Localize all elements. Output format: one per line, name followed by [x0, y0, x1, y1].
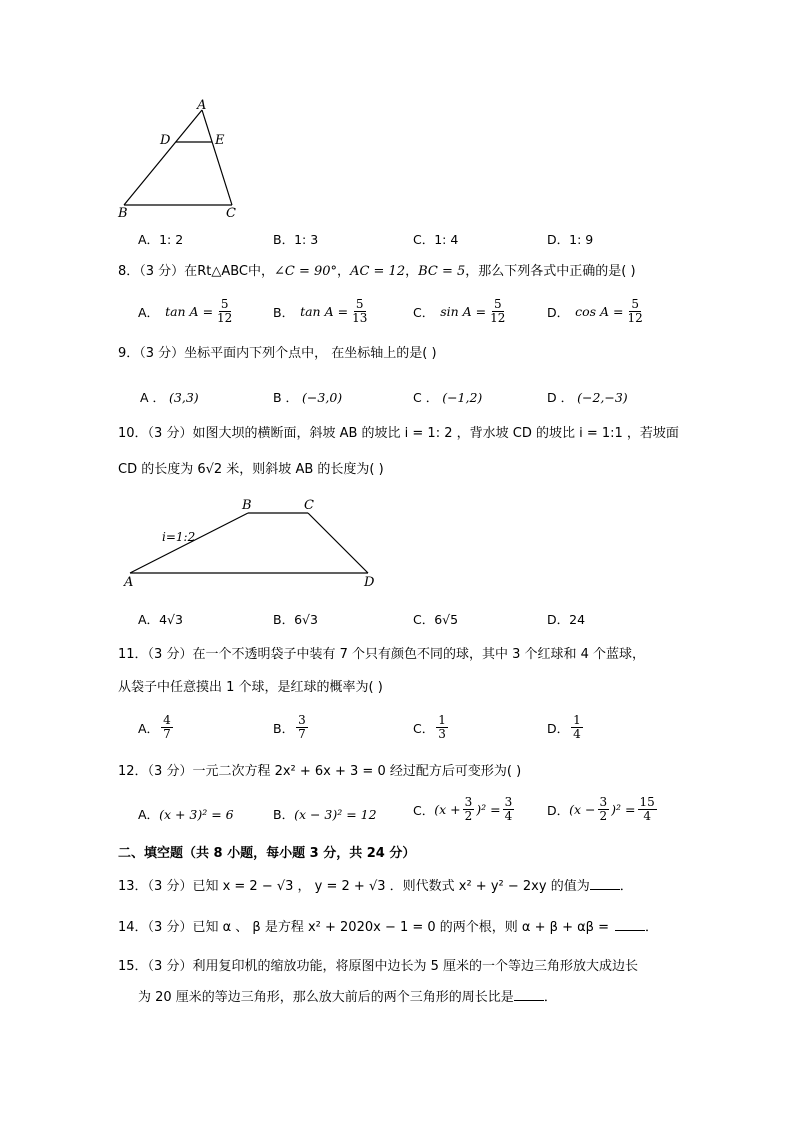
q9-stem: 9．（3 分）坐标平面内下列个点中， 在坐标轴上的是( )	[118, 346, 437, 361]
q13-end: ．	[619, 879, 633, 894]
option-letter: A ．	[140, 390, 166, 405]
q10-label-c: C	[304, 498, 314, 513]
q8-option-a[interactable]	[138, 298, 236, 325]
q8-angle: ∠C = 90°	[274, 264, 338, 279]
option-letter: D．	[547, 232, 570, 247]
q12-option-d[interactable]	[547, 796, 659, 823]
option-text: 6√3	[294, 612, 318, 627]
denominator: 2	[464, 809, 473, 823]
q8-option-b[interactable]	[273, 298, 371, 325]
q10-option-d[interactable]	[547, 610, 585, 628]
q10-slope-cd	[308, 513, 368, 573]
denominator: 12	[217, 311, 233, 325]
q10-option-a[interactable]	[138, 610, 183, 628]
q10-label-b: B	[242, 498, 252, 513]
option-letter: C．	[413, 612, 435, 627]
q7-label-a: A	[197, 98, 207, 113]
option-letter: A．	[138, 304, 160, 320]
denominator: 3	[438, 727, 446, 741]
option-fraction	[503, 796, 515, 823]
q8-sep: ，	[337, 264, 351, 279]
option-text: (x +	[434, 802, 461, 817]
q7-label-d: D	[160, 133, 171, 148]
option-fraction	[215, 298, 234, 325]
q7-option-d[interactable]	[547, 230, 593, 248]
q13-stem	[118, 877, 633, 897]
numerator: 4	[163, 713, 171, 727]
option-letter: B．	[273, 612, 295, 627]
q7-option-b[interactable]	[273, 230, 318, 248]
q14-answer-blank[interactable]	[615, 918, 645, 931]
q7-option-c[interactable]	[413, 230, 458, 248]
option-function: cos A =	[575, 304, 624, 319]
option-fraction	[598, 796, 610, 823]
q15-stem-line2	[138, 988, 557, 1008]
option-letter: B．	[273, 304, 295, 320]
numerator: 5	[355, 297, 364, 311]
denominator: 4	[573, 727, 581, 741]
option-text: (x − 3)² = 12	[294, 807, 377, 822]
q8-option-c[interactable]	[413, 298, 509, 325]
denominator: 12	[490, 311, 506, 325]
option-letter: C．	[413, 802, 435, 818]
option-letter: D．	[547, 720, 570, 736]
q11-stem-line2: 从袋子中任意摸出 1 个球，是红球的概率为( )	[118, 680, 383, 695]
q15-stem-line1: 15．（3 分）利用复印机的缩放功能，将原图中边长为 5 厘米的一个等边三角形放大成边长	[118, 959, 638, 974]
numerator: 3	[298, 713, 306, 727]
q11-stem-line1: 11．（3 分）在一个不透明袋子中装有 7 个只有颜色不同的球，其中 3 个红球和 4 个蓝球，	[118, 647, 646, 662]
q7-label-c: C	[226, 206, 236, 220]
denominator: 4	[643, 809, 651, 823]
option-letter: B ．	[273, 390, 299, 405]
option-fraction	[296, 714, 308, 741]
option-function: tan A =	[165, 304, 214, 319]
option-text: 1: 3	[294, 232, 319, 247]
numerator: 5	[631, 297, 639, 311]
option-fraction	[571, 714, 583, 741]
option-fraction	[488, 298, 507, 325]
option-letter: C ．	[413, 390, 439, 405]
denominator: 12	[627, 311, 643, 325]
q11-option-d[interactable]	[547, 714, 585, 741]
q10-option-b[interactable]	[273, 610, 318, 628]
option-text: 1: 9	[569, 232, 594, 247]
q10-dam-figure	[118, 495, 388, 590]
option-function: sin A =	[440, 304, 487, 319]
numerator: 15	[639, 795, 655, 809]
option-fraction	[350, 298, 369, 325]
denominator: 7	[163, 727, 171, 741]
option-text: 1: 2	[159, 232, 184, 247]
q15-end: ．	[543, 990, 557, 1005]
numerator: 1	[573, 713, 581, 727]
q8-bc: BC = 5	[418, 264, 466, 279]
option-fraction	[463, 796, 475, 823]
q7-triangle-figure	[110, 95, 250, 220]
option-fraction	[436, 714, 448, 741]
q7-label-b: B	[118, 206, 128, 220]
q9-option-d[interactable]	[547, 388, 628, 406]
q7-side-ac	[202, 110, 232, 205]
q8-sep: ，	[405, 264, 419, 279]
q14-end: ．	[645, 920, 659, 935]
option-letter: D ．	[547, 390, 574, 405]
numerator: 5	[493, 297, 502, 311]
option-text: (x −	[569, 802, 596, 817]
q8-ac: AC = 12	[350, 264, 406, 279]
option-letter: A．	[138, 720, 160, 736]
option-letter: D．	[547, 612, 570, 627]
option-letter: A．	[138, 232, 160, 247]
q8-end: ，那么下列各式中正确的是( )	[465, 264, 636, 279]
numerator: 3	[464, 795, 473, 809]
q7-label-e: E	[215, 133, 225, 148]
option-letter: D．	[547, 802, 570, 818]
option-letter: B．	[273, 232, 295, 247]
q10-slope-label: i=1:2	[162, 530, 196, 544]
q7-side-ab	[124, 110, 202, 205]
q12-option-b[interactable]	[273, 805, 377, 823]
q10-stem-line2: CD 的长度为 6√2 米，则斜坡 AB 的长度为( )	[118, 462, 384, 477]
option-text: (−2,−3)	[577, 390, 628, 405]
q14-text: 14．（3 分）已知 α 、 β 是方程 x² + 2020x − 1 = 0 的两个根，则 α + β + αβ =	[118, 920, 610, 935]
option-function: tan A =	[300, 304, 349, 319]
denominator: 7	[298, 727, 306, 741]
q12-option-a[interactable]	[138, 805, 234, 823]
q8-prefix: 8．（3 分）在	[118, 264, 198, 279]
q9-option-a[interactable]	[140, 388, 199, 406]
option-letter: C．	[413, 232, 435, 247]
q8-triangle-name: Rt△ABC	[197, 264, 248, 279]
q7-option-a[interactable]	[138, 230, 183, 248]
q10-option-c[interactable]	[413, 610, 458, 628]
q12-stem: 12．（3 分）一元二次方程 2x² + 6x + 3 = 0 经过配方后可变形为( )	[118, 764, 522, 779]
option-letter: B．	[273, 807, 295, 822]
q8-text: 中，	[247, 264, 274, 279]
option-text: )² =	[476, 802, 501, 817]
section-heading-fill-in: 二、填空题（共 8 小题，每小题 3 分，共 24 分）	[118, 846, 416, 861]
q8-option-d[interactable]	[547, 298, 647, 325]
option-text: (−1,2)	[442, 390, 483, 405]
numerator: 5	[220, 297, 229, 311]
option-text: (−3,0)	[302, 390, 343, 405]
q13-answer-blank[interactable]	[590, 877, 620, 890]
q9-option-c[interactable]	[413, 388, 482, 406]
q14-stem	[118, 918, 658, 938]
q10-label-a: A	[124, 575, 134, 590]
q10-label-d: D	[364, 575, 375, 590]
option-text: 24	[569, 612, 586, 627]
option-fraction	[161, 714, 173, 741]
option-letter: D．	[547, 304, 570, 320]
q11-option-a[interactable]	[138, 714, 175, 741]
option-text: (3,3)	[169, 390, 199, 405]
option-letter: C．	[413, 720, 435, 736]
option-text: 1: 4	[434, 232, 459, 247]
denominator: 13	[352, 311, 368, 325]
option-letter: B．	[273, 720, 295, 736]
q11-option-b[interactable]	[273, 714, 310, 741]
numerator: 3	[504, 795, 513, 809]
numerator: 1	[438, 713, 446, 727]
option-letter: C．	[413, 304, 435, 320]
option-text: (x + 3)² = 6	[159, 807, 234, 822]
denominator: 4	[504, 809, 513, 823]
q9-option-b[interactable]	[273, 388, 342, 406]
q8-stem	[118, 262, 636, 282]
option-letter: A．	[138, 612, 160, 627]
q15-answer-blank[interactable]	[514, 988, 544, 1001]
option-text: )² =	[611, 802, 636, 817]
option-letter: A．	[138, 807, 160, 822]
q10-stem-line1: 10．（3 分）如图大坝的横断面，斜坡 AB 的坡比 i = 1: 2 ，背水坡 CD 的坡比 i = 1:1 ，若坡面	[118, 426, 679, 441]
option-fraction	[638, 796, 657, 823]
denominator: 2	[599, 809, 608, 823]
q15-text: 为 20 厘米的等边三角形，那么放大前后的两个三角形的周长比是	[138, 990, 514, 1005]
q13-text: 13．（3 分）已知 x = 2 − √3 ， y = 2 + √3 ．则代数式 x² + y² − 2xy 的值为	[118, 879, 590, 894]
numerator: 3	[599, 795, 608, 809]
q11-option-c[interactable]	[413, 714, 450, 741]
option-fraction	[626, 298, 645, 325]
option-text: 6√5	[434, 612, 459, 627]
q12-option-c[interactable]	[413, 796, 516, 823]
option-text: 4√3	[159, 612, 183, 627]
